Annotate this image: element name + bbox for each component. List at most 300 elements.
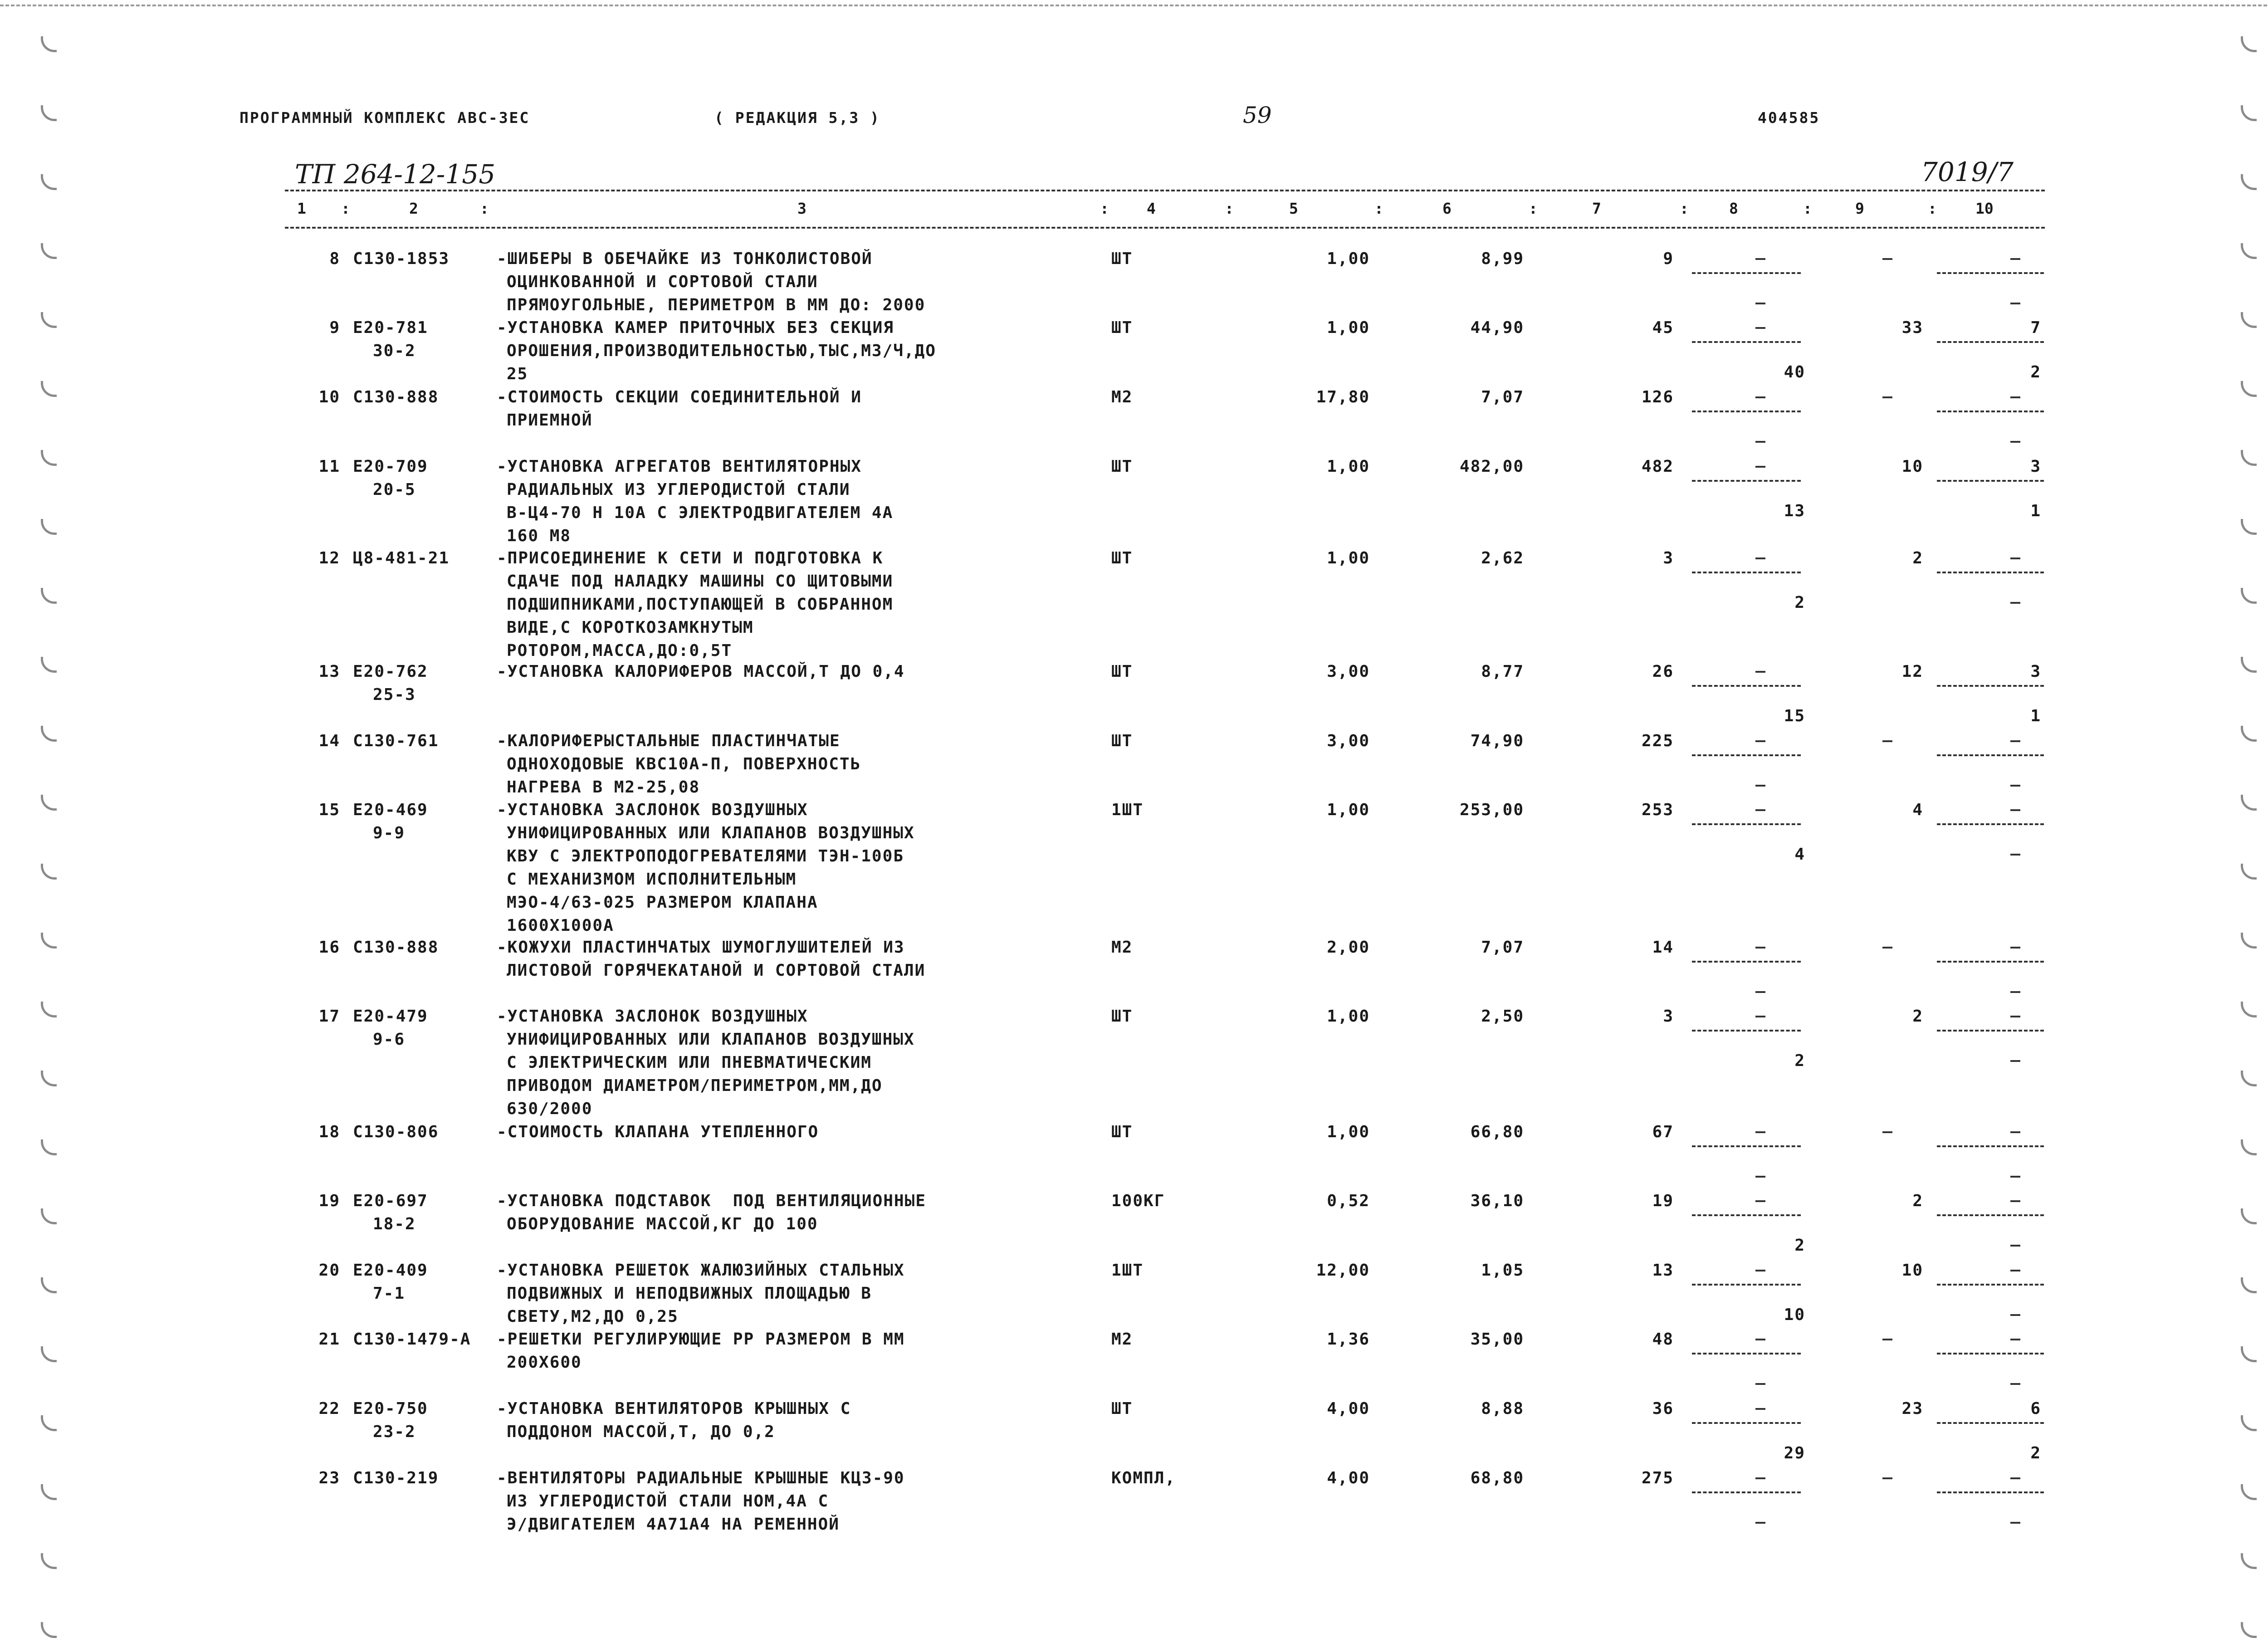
- work-description: -УСТАНОВКА ЗАСЛОНОК ВОЗДУШНЫХ: [497, 1007, 808, 1026]
- col8-separator: [1692, 1284, 1801, 1286]
- work-description: ОЦИНКОВАННОЙ И СОРТОВОЙ СТАЛИ: [507, 273, 818, 291]
- col10-bottom-value: [2010, 1049, 2021, 1072]
- work-description: РОТОРОМ,МАССА,ДО:0,5Т: [507, 641, 733, 660]
- norm-code: 23-2: [373, 1423, 416, 1441]
- work-description: 1600Х1000А: [507, 916, 614, 935]
- work-description: 200Х600: [507, 1353, 582, 1372]
- sprocket-hole: [41, 1346, 57, 1362]
- norm-code: Е20-697: [353, 1192, 428, 1210]
- unit-of-measure: КОМПЛ,: [1111, 1469, 1176, 1487]
- col10-value: [2010, 1259, 2021, 1282]
- col8-separator: [1692, 411, 1801, 412]
- page-number: 59: [1243, 102, 1272, 128]
- work-description: -УСТАНОВКА АГРЕГАТОВ ВЕНТИЛЯТОРНЫХ: [497, 457, 862, 476]
- work-description: УНИФИЦИРОВАННЫХ ИЛИ КЛАПАНОВ ВОЗДУШНЫХ: [507, 824, 915, 842]
- norm-code: Ц8-481-21: [353, 549, 450, 567]
- unit-price: 7,07: [1481, 388, 1524, 406]
- col10-value: [2010, 1467, 2021, 1490]
- col8-bottom-value: [1755, 980, 1766, 1003]
- col10-bottom-value: [2010, 292, 2021, 315]
- work-description: -РЕШЕТКИ РЕГУЛИРУЮЩИЕ РР РАЗМЕРОМ В ММ: [497, 1330, 905, 1349]
- col10-value: 3: [2030, 457, 2041, 476]
- col8-value: [1755, 316, 1766, 339]
- work-description: -ПРИСОЕДИНЕНИЕ К СЕТИ И ПОДГОТОВКА К: [497, 549, 884, 567]
- total-cost: 13: [1652, 1261, 1674, 1280]
- col9-value: 12: [1901, 662, 1923, 681]
- col9-value: 4: [1912, 801, 1923, 819]
- sprocket-hole: [41, 519, 57, 535]
- col10-separator: [1937, 341, 2044, 343]
- work-description: -КАЛОРИФЕРЫСТАЛЬНЫЕ ПЛАСТИНЧАТЫЕ: [497, 732, 841, 750]
- total-cost: 275: [1641, 1469, 1674, 1487]
- row-number: 10: [318, 388, 340, 406]
- col10-bottom-value: 2: [2030, 363, 2041, 381]
- program-name: ПРОГРАММНЫЙ КОМПЛЕКС АВС-3ЕС: [240, 109, 530, 127]
- unit-of-measure: ШТ: [1111, 732, 1133, 750]
- unit-price: 44,90: [1470, 318, 1524, 337]
- norm-code: 9-6: [373, 1030, 406, 1049]
- col10-separator: [1937, 411, 2044, 412]
- col10-bottom-value: 1: [2030, 707, 2041, 725]
- sprocket-hole: [2241, 1484, 2257, 1500]
- quantity: 12,00: [1316, 1261, 1370, 1280]
- quantity: 0,52: [1327, 1192, 1370, 1210]
- sprocket-hole: [2241, 1415, 2257, 1431]
- sprocket-hole: [41, 1622, 57, 1638]
- row-number: 9: [329, 318, 340, 337]
- col10-value: [2010, 729, 2021, 753]
- norm-code: 7-1: [373, 1284, 406, 1303]
- col8-value: [1755, 798, 1766, 821]
- total-cost: 225: [1641, 732, 1674, 750]
- norm-code: Е20-750: [353, 1399, 428, 1418]
- row-number: 17: [318, 1007, 340, 1026]
- col8-bottom-value: [1755, 1165, 1766, 1188]
- col10-separator: [1937, 685, 2044, 687]
- sprocket-hole: [2241, 657, 2257, 673]
- work-description: МЭО-4/63-025 РАЗМЕРОМ КЛАПАНА: [507, 893, 818, 912]
- quantity: 1,36: [1327, 1330, 1370, 1349]
- col8-bottom-value: 2: [1794, 1051, 1805, 1070]
- col8-value: [1755, 1467, 1766, 1490]
- col10-separator: [1937, 1284, 2044, 1286]
- norm-code: С130-888: [353, 388, 439, 406]
- col8-bottom-value: 40: [1784, 363, 1805, 381]
- norm-code: 18-2: [373, 1215, 416, 1233]
- unit-of-measure: ШТ: [1111, 318, 1133, 337]
- col8-bottom-value: 13: [1784, 502, 1805, 520]
- unit-price: 66,80: [1470, 1123, 1524, 1141]
- row-number: 14: [318, 732, 340, 750]
- quantity: 1,00: [1327, 1123, 1370, 1141]
- work-description: С ЭЛЕКТРИЧЕСКИМ ИЛИ ПНЕВМАТИЧЕСКИМ: [507, 1053, 872, 1072]
- work-description: В-Ц4-70 Н 10А С ЭЛЕКТРОДВИГАТЕЛЕМ 4А: [507, 504, 894, 522]
- work-description: ПРИВОДОМ ДИАМЕТРОМ/ПЕРИМЕТРОМ,ММ,ДО: [507, 1076, 883, 1095]
- work-description: С МЕХАНИЗМОМ ИСПОЛНИТЕЛЬНЫМ: [507, 870, 797, 889]
- sprocket-hole: [41, 105, 57, 121]
- quantity: 2,00: [1327, 938, 1370, 957]
- col8-value: [1755, 1259, 1766, 1282]
- work-description: -УСТАНОВКА РЕШЕТОК ЖАЛЮЗИЙНЫХ СТАЛЬНЫХ: [497, 1261, 905, 1280]
- sprocket-hole: [41, 36, 57, 52]
- col8-bottom-value: [1755, 774, 1766, 797]
- unit-of-measure: М2: [1111, 388, 1133, 406]
- col-4: 4: [1147, 200, 1156, 217]
- row-number: 20: [318, 1261, 340, 1280]
- work-description: -ШИБЕРЫ В ОБЕЧАЙКЕ ИЗ ТОНКОЛИСТОВОЙ: [497, 249, 873, 268]
- col8-value: [1755, 1397, 1766, 1420]
- col-6: 6: [1442, 200, 1452, 217]
- row-number: 13: [318, 662, 340, 681]
- norm-code: Е20-709: [353, 457, 428, 476]
- col8-value: [1755, 1005, 1766, 1028]
- total-cost: 3: [1663, 549, 1674, 567]
- sprocket-hole: [2241, 1622, 2257, 1638]
- col10-value: 3: [2030, 662, 2041, 681]
- row-number: 18: [318, 1123, 340, 1141]
- unit-price: 68,80: [1470, 1469, 1524, 1487]
- work-description: ПРЯМОУГОЛЬНЫЕ, ПЕРИМЕТРОМ В ММ ДО: 2000: [507, 296, 926, 314]
- work-description: ЛИСТОВОЙ ГОРЯЧЕКАТАНОЙ И СОРТОВОЙ СТАЛИ: [507, 961, 926, 980]
- col-2: 2: [409, 200, 418, 217]
- col9-value: 2: [1912, 549, 1923, 567]
- paper-top-edge: [0, 5, 2268, 6]
- col8-separator: [1692, 823, 1801, 825]
- work-description: СВЕТУ,М2,ДО 0,25: [507, 1307, 679, 1326]
- col-8: 8: [1729, 200, 1738, 217]
- work-description: 25: [507, 365, 528, 383]
- unit-price: 7,07: [1481, 938, 1524, 957]
- work-description: РАДИАЛЬНЫХ ИЗ УГЛЕРОДИСТОЙ СТАЛИ: [507, 480, 850, 499]
- col10-bottom-value: [2010, 774, 2021, 797]
- work-description: -УСТАНОВКА ВЕНТИЛЯТОРОВ КРЫШНЫХ С: [497, 1399, 851, 1418]
- total-cost: 67: [1652, 1123, 1674, 1141]
- sprocket-hole: [41, 243, 57, 259]
- row-number: 23: [318, 1469, 340, 1487]
- col8-separator: [1692, 961, 1801, 963]
- total-cost: 45: [1652, 318, 1674, 337]
- sprocket-hole: [2241, 1208, 2257, 1224]
- norm-code: Е20-762: [353, 662, 428, 681]
- norm-code: С130-219: [353, 1469, 439, 1487]
- col9-value: [1882, 1120, 1893, 1144]
- sprocket-hole: [2241, 1071, 2257, 1086]
- total-cost: 3: [1663, 1007, 1674, 1026]
- col8-separator: [1692, 1422, 1801, 1424]
- work-description: Э/ДВИГАТЕЛЕМ 4А71А4 НА РЕМЕННОЙ: [507, 1515, 840, 1534]
- norm-code: Е20-479: [353, 1007, 428, 1026]
- row-number: 8: [329, 249, 340, 268]
- total-cost: 36: [1652, 1399, 1674, 1418]
- col-10: 10: [1975, 200, 1994, 217]
- total-cost: 14: [1652, 938, 1674, 957]
- quantity: 4,00: [1327, 1469, 1370, 1487]
- unit-price: 8,88: [1481, 1399, 1524, 1418]
- sprocket-hole: [41, 1071, 57, 1086]
- sprocket-hole: [2241, 1277, 2257, 1293]
- total-cost: 26: [1652, 662, 1674, 681]
- work-description: 630/2000: [507, 1100, 593, 1118]
- sprocket-hole: [2241, 381, 2257, 397]
- unit-price: 2,50: [1481, 1007, 1524, 1026]
- norm-code: С130-761: [353, 732, 439, 750]
- sprocket-hole: [2241, 1553, 2257, 1569]
- col10-bottom-value: 1: [2030, 502, 2041, 520]
- row-number: 11: [318, 457, 340, 476]
- sprocket-hole: [41, 1415, 57, 1431]
- unit-of-measure: ШТ: [1111, 457, 1133, 476]
- sprocket-hole: [2241, 933, 2257, 949]
- norm-code: С130-1479-А: [353, 1330, 471, 1349]
- norm-code: 30-2: [373, 342, 416, 360]
- quantity: 1,00: [1327, 249, 1370, 268]
- unit-of-measure: М2: [1111, 1330, 1133, 1349]
- col10-separator: [1937, 1030, 2044, 1032]
- work-description: ПРИЕМНОЙ: [507, 411, 593, 430]
- quantity: 3,00: [1327, 732, 1370, 750]
- col10-separator: [1937, 272, 2044, 274]
- sprocket-hole: [41, 312, 57, 328]
- norm-code: С130-888: [353, 938, 439, 957]
- col10-bottom-value: [2010, 1234, 2021, 1257]
- sprocket-hole: [2241, 588, 2257, 604]
- col8-separator: [1692, 1030, 1801, 1032]
- col9-value: 10: [1901, 457, 1923, 476]
- sprocket-hole: [2241, 450, 2257, 466]
- sprocket-hole: [41, 1484, 57, 1500]
- norm-code: 9-9: [373, 824, 406, 842]
- unit-of-measure: ШТ: [1111, 1399, 1133, 1418]
- unit-price: 8,99: [1481, 249, 1524, 268]
- work-description: ПОДВИЖНЫХ И НЕПОДВИЖНЫХ ПЛОЩАДЬЮ В: [507, 1284, 872, 1303]
- col10-separator: [1937, 823, 2044, 825]
- col8-value: [1755, 386, 1766, 409]
- sprocket-hole: [41, 1277, 57, 1293]
- col8-value: [1755, 660, 1766, 683]
- col8-bottom-value: 2: [1794, 593, 1805, 612]
- sprocket-hole: [41, 726, 57, 742]
- unit-price: 2,62: [1481, 549, 1524, 567]
- col8-value: [1755, 1328, 1766, 1351]
- col10-value: 7: [2030, 318, 2041, 337]
- col9-value: [1882, 729, 1893, 753]
- col8-value: [1755, 729, 1766, 753]
- col10-bottom-value: [2010, 843, 2021, 866]
- col9-value: 2: [1912, 1192, 1923, 1210]
- col8-separator: [1692, 341, 1801, 343]
- col10-separator: [1937, 754, 2044, 756]
- unit-of-measure: 100КГ: [1111, 1192, 1165, 1210]
- quantity: 1,00: [1327, 318, 1370, 337]
- quantity: 1,00: [1327, 549, 1370, 567]
- unit-of-measure: ШТ: [1111, 1007, 1133, 1026]
- quantity: 1,00: [1327, 1007, 1370, 1026]
- col9-value: [1882, 1467, 1893, 1490]
- sprocket-hole: [41, 657, 57, 673]
- col10-value: [2010, 1328, 2021, 1351]
- col10-bottom-value: [2010, 430, 2021, 453]
- work-description: -СТОИМОСТЬ СЕКЦИИ СОЕДИНИТЕЛЬНОЙ И: [497, 388, 862, 406]
- unit-of-measure: ШТ: [1111, 249, 1133, 268]
- quantity: 3,00: [1327, 662, 1370, 681]
- row-number: 15: [318, 801, 340, 819]
- total-cost: 126: [1641, 388, 1674, 406]
- sprocket-hole: [2241, 1139, 2257, 1155]
- col10-bottom-value: [2010, 980, 2021, 1003]
- unit-of-measure: М2: [1111, 938, 1133, 957]
- sprocket-hole: [2241, 243, 2257, 259]
- col8-value: [1755, 247, 1766, 270]
- col-9: 9: [1855, 200, 1864, 217]
- work-description: -СТОИМОСТЬ КЛАПАНА УТЕПЛЕННОГО: [497, 1123, 819, 1141]
- col-3: 3: [797, 200, 807, 217]
- col8-separator: [1692, 480, 1801, 482]
- col10-bottom-value: [2010, 1165, 2021, 1188]
- col8-separator: [1692, 572, 1801, 573]
- sprocket-hole: [41, 450, 57, 466]
- sprocket-hole: [2241, 174, 2257, 190]
- sprocket-hole: [41, 588, 57, 604]
- col8-value: [1755, 1189, 1766, 1213]
- unit-price: 8,77: [1481, 662, 1524, 681]
- col10-value: [2010, 1120, 2021, 1144]
- col8-bottom-value: [1755, 1372, 1766, 1395]
- row-number: 19: [318, 1192, 340, 1210]
- total-cost: 482: [1641, 457, 1674, 476]
- col10-bottom-value: [2010, 1511, 2021, 1534]
- unit-price: 35,00: [1470, 1330, 1524, 1349]
- norm-code: 25-3: [373, 685, 416, 704]
- col8-bottom-value: 2: [1794, 1236, 1805, 1255]
- sprocket-hole: [2241, 726, 2257, 742]
- col8-value: [1755, 936, 1766, 959]
- col10-value: [2010, 1005, 2021, 1028]
- norm-code: Е20-469: [353, 801, 428, 819]
- total-cost: 48: [1652, 1330, 1674, 1349]
- col10-value: [2010, 247, 2021, 270]
- sprocket-hole: [2241, 312, 2257, 328]
- col9-value: [1882, 936, 1893, 959]
- col10-value: [2010, 547, 2021, 570]
- sprocket-holes-left: [41, 0, 68, 1634]
- row-number: 16: [318, 938, 340, 957]
- work-description: НАГРЕВА В М2-25,08: [507, 778, 700, 797]
- sprocket-hole: [41, 933, 57, 949]
- col9-value: [1882, 247, 1893, 270]
- work-description: -КОЖУХИ ПЛАСТИНЧАТЫХ ШУМОГЛУШИТЕЛЕЙ ИЗ: [497, 938, 905, 957]
- total-cost: 9: [1663, 249, 1674, 268]
- unit-price: 253,00: [1459, 801, 1524, 819]
- unit-price: 482,00: [1459, 457, 1524, 476]
- sprocket-holes-right: [2241, 0, 2268, 1634]
- col10-separator: [1937, 1214, 2044, 1216]
- unit-price: 36,10: [1470, 1192, 1524, 1210]
- work-description: -УСТАНОВКА КАМЕР ПРИТОЧНЫХ БЕЗ СЕКЦИЯ: [497, 318, 894, 337]
- col9-value: 23: [1901, 1399, 1923, 1418]
- col8-separator: [1692, 1145, 1801, 1147]
- col10-separator: [1937, 1491, 2044, 1493]
- col9-value: 33: [1901, 318, 1923, 337]
- work-description: ВИДЕ,С КОРОТКОЗАМКНУТЫМ: [507, 618, 754, 637]
- quantity: 17,80: [1316, 388, 1370, 406]
- col8-bottom-value: 15: [1784, 707, 1805, 725]
- col-1: 1: [297, 200, 306, 217]
- sprocket-hole: [2241, 36, 2257, 52]
- col10-separator: [1937, 1353, 2044, 1354]
- col8-separator: [1692, 1491, 1801, 1493]
- col8-bottom-value: [1755, 430, 1766, 453]
- work-description: -УСТАНОВКА ЗАСЛОНОК ВОЗДУШНЫХ: [497, 801, 808, 819]
- col8-value: [1755, 547, 1766, 570]
- work-description: ОРОШЕНИЯ,ПРОИЗВОДИТЕЛЬНОСТЬЮ,ТЫС,М3/Ч,ДО: [507, 342, 936, 360]
- sprocket-hole: [41, 1002, 57, 1017]
- col10-separator: [1937, 1145, 2044, 1147]
- work-description: ОДНОХОДОВЫЕ КВС10А-П, ПОВЕРХНОСТЬ: [507, 755, 861, 773]
- document-code: 404585: [1758, 109, 1820, 127]
- col8-bottom-value: 10: [1784, 1306, 1805, 1324]
- col9-value: 2: [1912, 1007, 1923, 1026]
- col8-separator: [1692, 1214, 1801, 1216]
- quantity: 1,00: [1327, 457, 1370, 476]
- work-description: КВУ С ЭЛЕКТРОПОДОГРЕВАТЕЛЯМИ ТЭН-100Б: [507, 847, 904, 865]
- col9-value: [1882, 1328, 1893, 1351]
- edition-label: ( РЕДАКЦИЯ 5,3 ): [714, 109, 880, 127]
- col10-bottom-value: [2010, 591, 2021, 614]
- col10-value: 6: [2030, 1399, 2041, 1418]
- sprocket-hole: [41, 174, 57, 190]
- col-5: 5: [1289, 200, 1298, 217]
- col9-value: 10: [1901, 1261, 1923, 1280]
- sprocket-hole: [2241, 1002, 2257, 1017]
- col-7: 7: [1592, 200, 1601, 217]
- work-description: СДАЧЕ ПОД НАЛАДКУ МАШИНЫ СО ЩИТОВЫМИ: [507, 572, 894, 591]
- work-description: -УСТАНОВКА КАЛОРИФЕРОВ МАССОЙ,Т ДО 0,4: [497, 662, 905, 681]
- col8-bottom-value: 29: [1784, 1444, 1805, 1462]
- row-number: 12: [318, 549, 340, 567]
- col8-bottom-value: [1755, 1511, 1766, 1534]
- row-number: 22: [318, 1399, 340, 1418]
- unit-of-measure: ШТ: [1111, 662, 1133, 681]
- norm-code: Е20-781: [353, 318, 428, 337]
- unit-of-measure: 1ШТ: [1111, 801, 1144, 819]
- norm-code: 20-5: [373, 480, 416, 499]
- col10-value: [2010, 1189, 2021, 1213]
- col10-value: [2010, 936, 2021, 959]
- header-rule-bottom: [285, 227, 2045, 229]
- col10-separator: [1937, 572, 2044, 573]
- col8-separator: [1692, 272, 1801, 274]
- col9-value: [1882, 386, 1893, 409]
- project-code: ТП 264-12-155: [295, 159, 496, 190]
- work-description: УНИФИЦИРОВАННЫХ ИЛИ КЛАПАНОВ ВОЗДУШНЫХ: [507, 1030, 915, 1049]
- row-number: 21: [318, 1330, 340, 1349]
- col8-separator: [1692, 1353, 1801, 1354]
- unit-price: 1,05: [1481, 1261, 1524, 1280]
- col8-separator: [1692, 685, 1801, 687]
- unit-of-measure: ШТ: [1111, 549, 1133, 567]
- col8-value: [1755, 455, 1766, 478]
- norm-code: Е20-409: [353, 1261, 428, 1280]
- sprocket-hole: [2241, 864, 2257, 880]
- sprocket-hole: [2241, 105, 2257, 121]
- work-description: ИЗ УГЛЕРОДИСТОЙ СТАЛИ НОМ,4А С: [507, 1492, 829, 1511]
- norm-code: С130-1853: [353, 249, 450, 268]
- col10-separator: [1937, 480, 2044, 482]
- col8-bottom-value: 4: [1794, 845, 1805, 864]
- quantity: 1,00: [1327, 801, 1370, 819]
- sprocket-hole: [41, 864, 57, 880]
- work-description: -ВЕНТИЛЯТОРЫ РАДИАЛЬНЫЕ КРЫШНЫЕ КЦ3-90: [497, 1469, 905, 1487]
